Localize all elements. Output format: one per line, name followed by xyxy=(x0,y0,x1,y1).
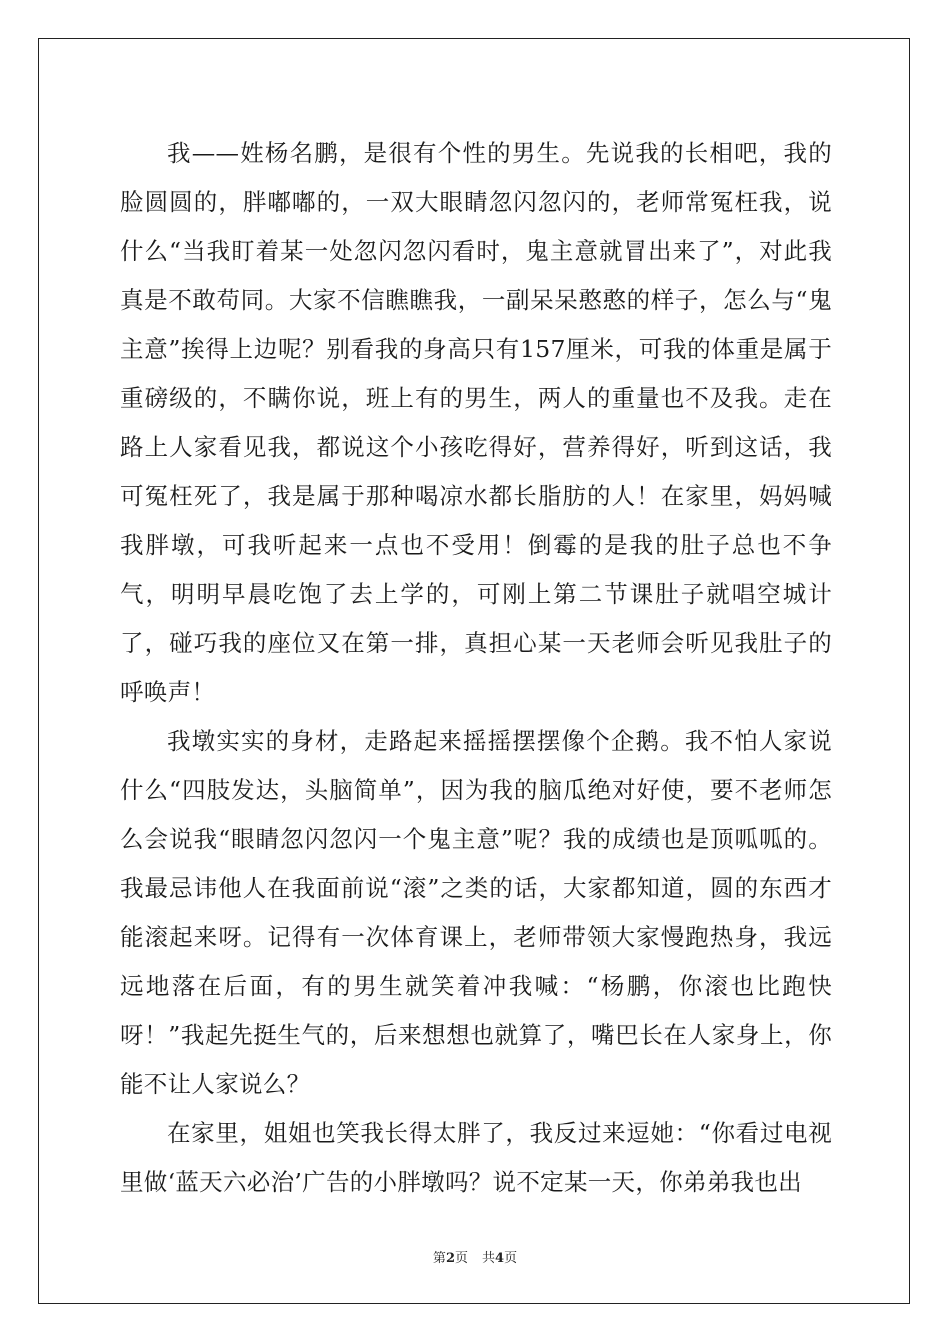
paragraph-2: 我墩实实的身材，走路起来摇摇摆摆像个企鹅。我不怕人家说什么“四肢发达，头脑简单”，因为我的脑瓜绝对好使，要不老师怎么会说我“眼睛忽闪忽闪一个鬼主意”呢？我的成绩也是顶呱呱的。我最忌讳他人在我面前说“滚”之类的话，大家都知道，圆的东西才能滚起来呀。记得有一次体育课上，老师带领大家慢跑热身，我远远地落在后面，有的男生就笑着冲我喊：“杨鹏，你滚也比跑快呀！”我起先挺生气的，后来想想也就算了，嘴巴长在人家身上，你能不让人家说么？ xyxy=(120,727,832,1098)
document-body xyxy=(120,129,832,1207)
page-total: 共4页 xyxy=(482,1251,518,1266)
paragraph-3: 在家里，姐姐也笑我长得太胖了，我反过来逗她：“你看过电视里做‘蓝天六必治’广告的小胖墩吗？说不定某一天，你弟弟我也出 xyxy=(120,1119,832,1196)
paragraph-1: 我——姓杨名鹏，是很有个性的男生。先说我的长相吧，我的脸圆圆的，胖嘟嘟的，一双大眼睛忽闪忽闪的，老师常冤枉我，说什么“当我盯着某一处忽闪忽闪看时，鬼主意就冒出来了”，对此我真是不敢苟同。大家不信瞧瞧我，一副呆呆憨憨的样子，怎么与“鬼主意”挨得上边呢？别看我的身高只有157厘米，可我的体重是属于重磅级的，不瞒你说，班上有的男生，两人的重量也不及我。走在路上人家看见我，都说这个小孩吃得好，营养得好，听到这话，我可冤枉死了，我是属于那种喝凉水都长脂肪的人！在家里，妈妈喊我胖墩，可我听起来一点也不受用！倒霉的是我的肚子总也不争气，明明早晨吃饱了去上学的，可刚上第二节课肚子就唱空城计了，碰巧我的座位又在第一排，真担心某一天老师会听见我肚子的呼唤声！ xyxy=(120,139,832,706)
page-footer xyxy=(0,1247,950,1266)
page-number: 第2页 xyxy=(432,1251,468,1266)
